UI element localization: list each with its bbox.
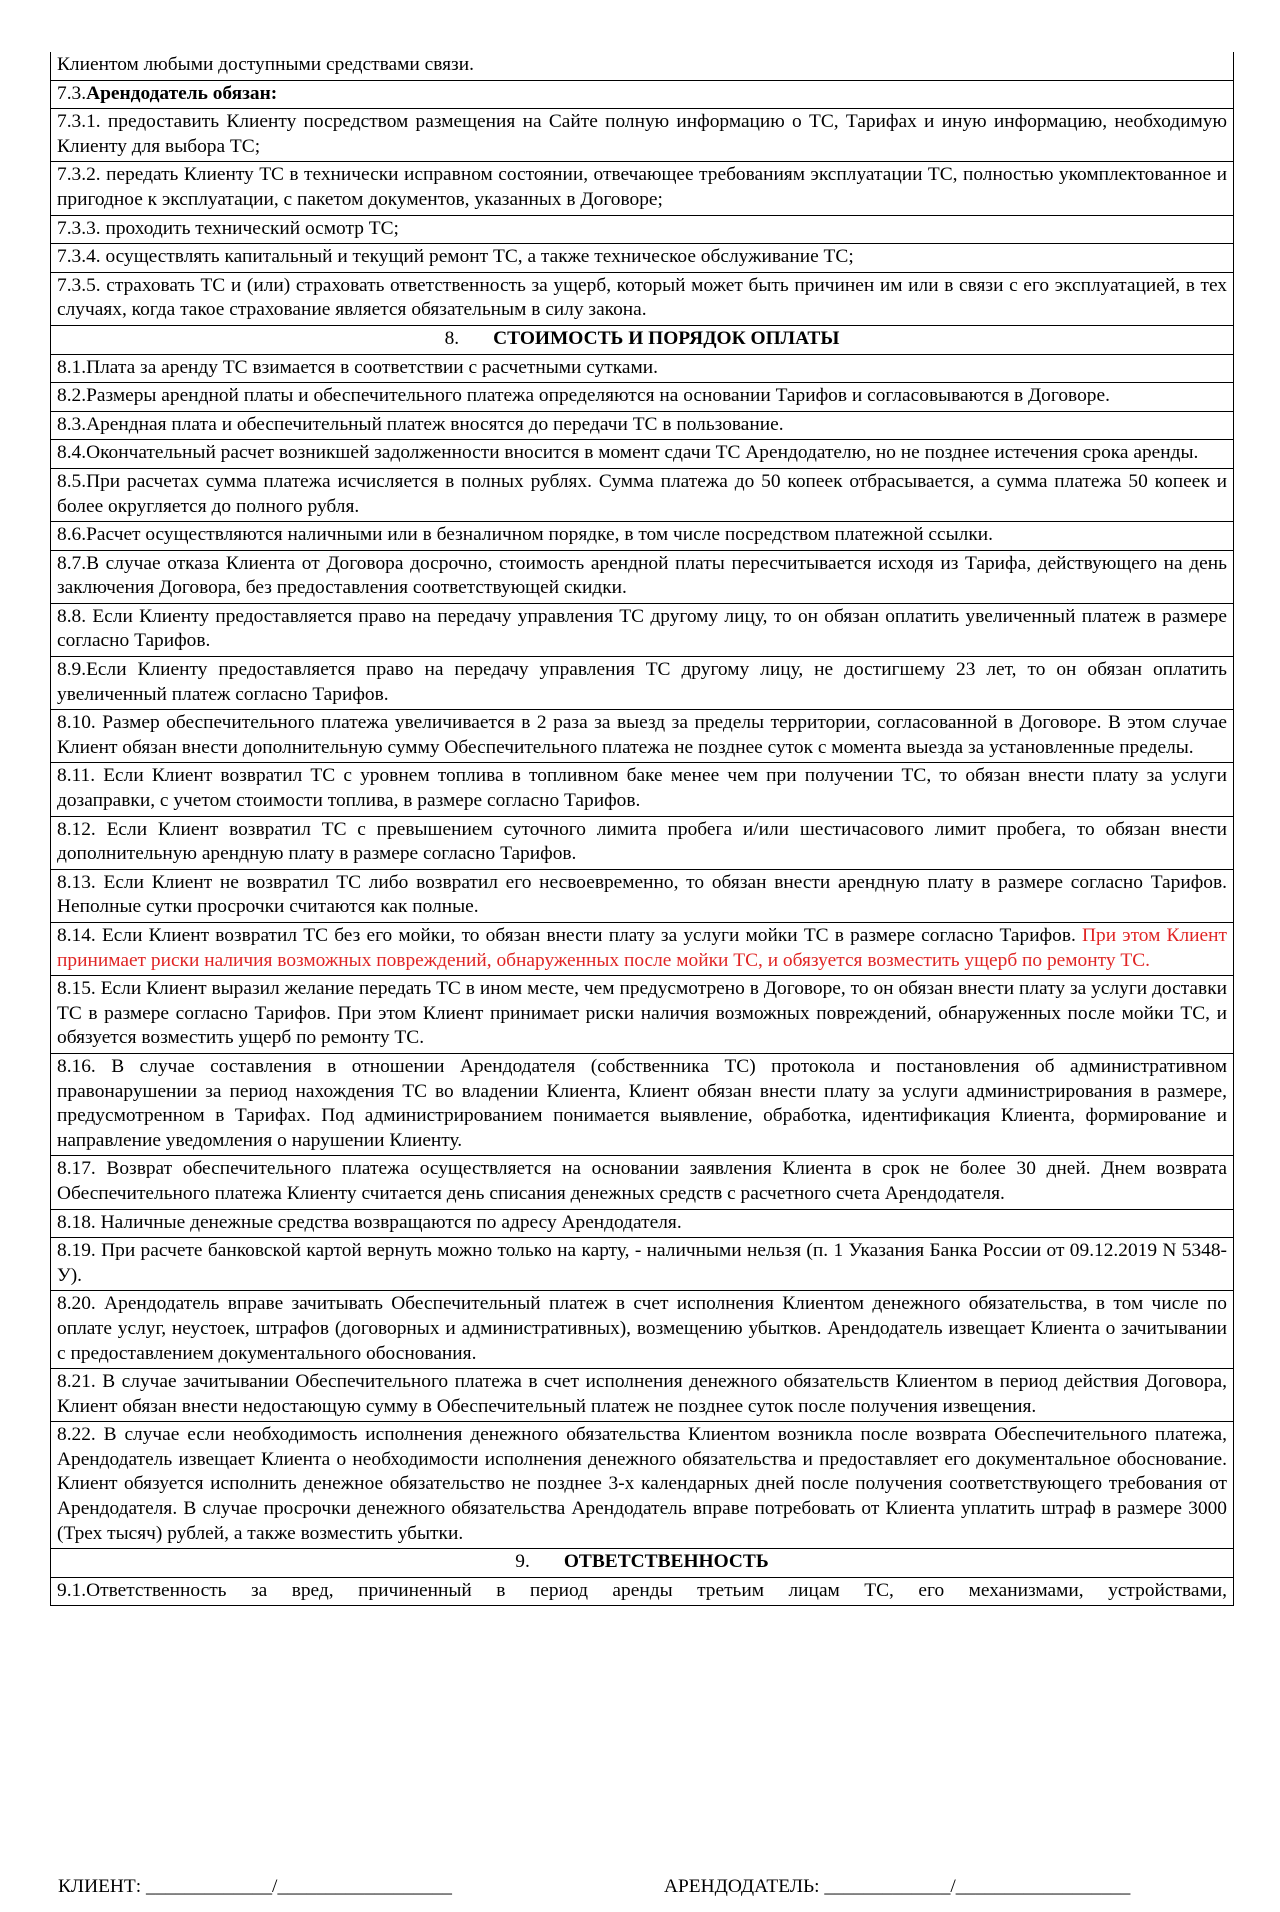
table-row <box>51 1156 1234 1209</box>
paragraph-7-2-end: Клиентом любыми доступными средствами связи. <box>51 52 1234 80</box>
section-number: 7.3. <box>57 82 87 104</box>
paragraph-8-7: 8.7.В случае отказа Клиента от Договора досрочно, стоимость арендной платы пересчитывается исходя из Тарифа, действующего на день заключения Договора, без предоставления соответствующей скидки. <box>51 550 1234 603</box>
paragraph-8-1: 8.1.Плата за аренду ТС взимается в соответствии с расчетными сутками. <box>51 354 1234 383</box>
paragraph-8-14 <box>51 923 1234 976</box>
section-title: Арендодатель обязан: <box>86 82 278 104</box>
table-row <box>51 1238 1234 1291</box>
paragraph-9-1 <box>51 1577 1234 1606</box>
paragraph-7-3-2: 7.3.2. передать Клиенту ТС в технически исправном состоянии, отвечающее требованиям эксплуатации ТС, полностью укомплектованное и пригодное к эксплуатации, с пакетом документов, указанных в Договоре; <box>51 162 1234 215</box>
section-number: 8. <box>444 327 460 349</box>
paragraph-text: 8.14. Если Клиент возвратил ТС без его мойки, то обязан внести плату за услуги мойки ТС в размере согласно Тарифов. <box>57 925 1082 946</box>
table-row <box>51 325 1234 354</box>
table-row <box>51 603 1234 656</box>
paragraph-8-6: 8.6.Расчет осуществляются наличными или в безналичном порядке, в том числе посредством платежной ссылки. <box>51 522 1234 551</box>
paragraph-8-11: 8.11. Если Клиент возвратил ТС с уровнем топлива в топливном баке менее чем при получении ТС, то обязан внести плату за услуги дозаправки, с учетом стоимости топлива, в размере согласно Тарифов. <box>51 763 1234 816</box>
document-page <box>50 52 1234 1606</box>
table-row <box>51 468 1234 521</box>
paragraph-8-19: 8.19. При расчете банковской картой вернуть можно только на карту, - наличными нельзя (п. 1 Указания Банка России от 09.12.2019 N 5348-У). <box>51 1238 1234 1291</box>
table-row <box>51 383 1234 412</box>
table-row <box>51 244 1234 273</box>
paragraph-8-20: 8.20. Арендодатель вправе зачитывать Обеспечительный платеж в счет исполнения Клиентом денежного обязательства, в том числе по оплате услуг, неустоек, штрафов (договорных и административных), возмещению убытков. Арендодатель извещает Клиента о зачитывании с предоставлением документального обоснования. <box>51 1291 1234 1369</box>
table-row <box>51 816 1234 869</box>
paragraph-8-22: 8.22. В случае если необходимость исполнения денежного обязательства Клиентом возникла после возврата Обеспечительного платежа, Арендодатель извещает Клиента о необходимости исполнения денежного обязательства и предоставляет его документальное обоснование. Клиент обязуется исполнить денежное обязательство не позднее 3-х календарных дней после получения соответствующего требования от Арендодателя. В случае просрочки денежного обязательства Арендодатель вправе потребовать от Клиента уплатить штраф в размере 3000 (Трех тысяч) рублей, а также возместить убытки. <box>51 1422 1234 1549</box>
paragraph-8-21: 8.21. В случае зачитывании Обеспечительного платежа в счет исполнения денежного обязательств Клиентом в период действия Договора, Клиент обязан внести недостающую сумму в Обеспечительный платеж не позднее суток после получения извещения. <box>51 1369 1234 1422</box>
table-row <box>51 976 1234 1054</box>
table-row <box>51 411 1234 440</box>
table-row <box>51 869 1234 922</box>
contract-table <box>50 52 1234 1606</box>
paragraph-7-3-1: 7.3.1. предоставить Клиенту посредством размещения на Сайте полную информацию о ТС, Тарифах и иную информацию, необходимую Клиенту для выбора ТС; <box>51 109 1234 162</box>
table-row <box>51 522 1234 551</box>
table-row <box>51 923 1234 976</box>
paragraph-8-5: 8.5.При расчетах сумма платежа исчисляется в полных рублях. Сумма платежа до 50 копеек отбрасывается, а сумма платежа 50 копеек и более округляется до полного рубля. <box>51 468 1234 521</box>
table-row <box>51 354 1234 383</box>
paragraph-8-17: 8.17. Возврат обеспечительного платежа осуществляется на основании заявления Клиента в срок не более 30 дней. Днем возврата Обеспечительного платежа Клиенту считается день списания денежных средств с расчетного счета Арендодателя. <box>51 1156 1234 1209</box>
table-row <box>51 1209 1234 1238</box>
table-row <box>51 215 1234 244</box>
table-row <box>51 1053 1234 1155</box>
table-row <box>51 710 1234 763</box>
table-row <box>51 763 1234 816</box>
paragraph-7-3-3: 7.3.3. проходить технический осмотр ТС; <box>51 215 1234 244</box>
paragraph-text: 9.1.Ответственность за вред, причиненный в период аренды третьим лицам ТС, его механизмами, устройствами, <box>57 1579 1227 1601</box>
highlighted-text: При этом Клиент принимает риски наличия возможных повреждений, обнаруженных после мойки ТС, и обязуется возместить ущерб по ремонту ТС. <box>57 925 1227 971</box>
table-row <box>51 1549 1234 1578</box>
paragraph-8-10: 8.10. Размер обеспечительного платежа увеличивается в 2 раза за выезд за пределы территории, согласованной в Договоре. В этом случае Клиент обязан внести дополнительную сумму Обеспечительного платежа не позднее суток с момента выезда за установленные пределы. <box>51 710 1234 763</box>
paragraph-8-13: 8.13. Если Клиент не возвратил ТС либо возвратил его несвоевременно, то обязан внести арендную плату в размере согласно Тарифов. Неполные сутки просрочки считаются как полные. <box>51 869 1234 922</box>
table-row <box>51 109 1234 162</box>
paragraph-8-16: 8.16. В случае составления в отношении Арендодателя (собственника ТС) протокола и постановления об административном правонарушении за период нахождения ТС во владении Клиента, Клиент обязан внести плату за услуги администрирования в размере, предусмотренном в Тарифах. Под администрированием понимается выявление, обработка, идентификация Клиента, формирование и направление уведомления о нарушении Клиенту. <box>51 1053 1234 1155</box>
paragraph-8-12: 8.12. Если Клиент возвратил ТС с превышением суточного лимита пробега и/или шестичасового лимит пробега, то обязан внести дополнительную арендную плату в размере согласно Тарифов. <box>51 816 1234 869</box>
section-title: СТОИМОСТЬ И ПОРЯДОК ОПЛАТЫ <box>493 327 840 349</box>
paragraph-7-3-5: 7.3.5. страховать ТС и (или) страховать ответственность за ущерб, который может быть причинен им или в связи с его эксплуатацией, в тех случаях, когда такое страхование является обязательным в силу закона. <box>51 272 1234 325</box>
paragraph-8-15: 8.15. Если Клиент выразил желание передать ТС в ином месте, чем предусмотрено в Договоре, то он обязан внести плату за услуги доставки ТС в размере согласно Тарифов. При этом Клиент принимает риски наличия возможных повреждений, обнаруженных после мойки ТС, и обязуется возместить ущерб по ремонту ТС. <box>51 976 1234 1054</box>
section-number: 9. <box>515 1551 530 1573</box>
table-row <box>51 1291 1234 1369</box>
table-row <box>51 272 1234 325</box>
paragraph-8-3: 8.3.Арендная плата и обеспечительный платеж вносятся до передачи ТС в пользование. <box>51 411 1234 440</box>
table-row <box>51 657 1234 710</box>
table-row <box>51 1577 1234 1606</box>
paragraph-8-2: 8.2.Размеры арендной платы и обеспечительного платежа определяются на основании Тарифов и согласовываются в Договоре. <box>51 383 1234 412</box>
paragraph-7-3-4: 7.3.4. осуществлять капитальный и текущий ремонт ТС, а также техническое обслуживание ТС; <box>51 244 1234 273</box>
paragraph-8-4: 8.4.Окончательный расчет возникшей задолженности вносится в момент сдачи ТС Арендодателю, но не позднее истечения срока аренды. <box>51 440 1234 469</box>
table-row <box>51 550 1234 603</box>
table-row <box>51 52 1234 80</box>
table-row <box>51 1422 1234 1549</box>
paragraph-8-8: 8.8. Если Клиенту предоставляется право на передачу управления ТС другому лицу, то он обязан оплатить увеличенный платеж в размере согласно Тарифов. <box>51 603 1234 656</box>
table-row <box>51 1369 1234 1422</box>
lessor-signature-line: АРЕНДОДАТЕЛЬ: _____________/__________________ <box>664 1876 1131 1897</box>
section-title: ОТВЕТСТВЕННОСТЬ <box>563 1551 769 1573</box>
client-signature-line: КЛИЕНТ: _____________/__________________ <box>58 1876 452 1897</box>
section-7-3-heading <box>51 80 1234 109</box>
section-8-heading <box>51 325 1234 354</box>
section-9-heading <box>51 1549 1234 1578</box>
table-row <box>51 80 1234 109</box>
paragraph-8-9: 8.9.Если Клиенту предоставляется право на передачу управления ТС другому лицу, не достигшему 23 лет, то он обязан оплатить увеличенный платеж согласно Тарифов. <box>51 657 1234 710</box>
table-row <box>51 440 1234 469</box>
paragraph-8-18: 8.18. Наличные денежные средства возвращаются по адресу Арендодателя. <box>51 1209 1234 1238</box>
table-row <box>51 162 1234 215</box>
